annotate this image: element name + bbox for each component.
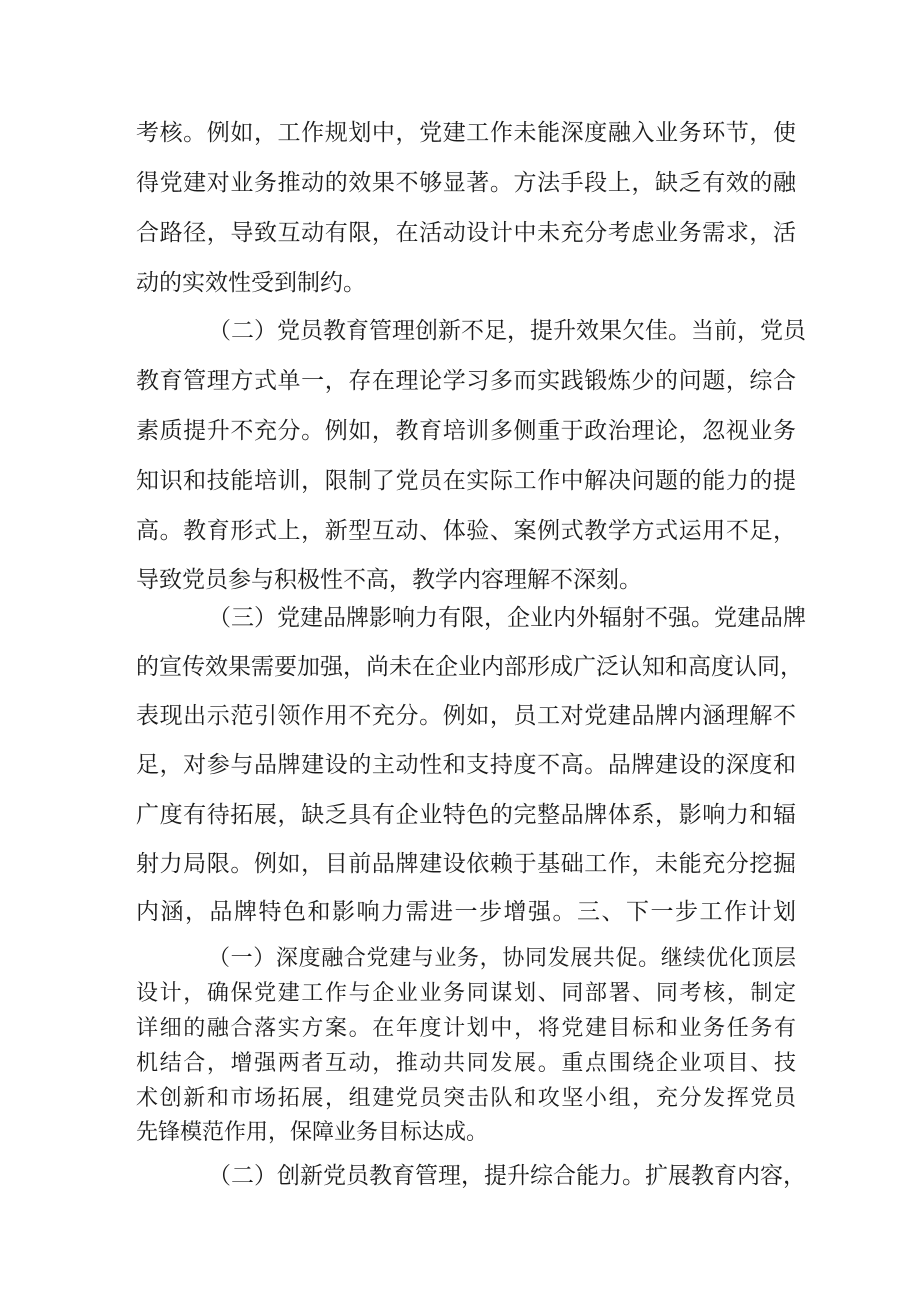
text-line: 射力局限。例如，目前品牌建设依赖于基础工作，未能充分挖掘: [136, 851, 796, 877]
text-line: 详细的融合落实方案。在年度计划中，将党建目标和业务任务有: [136, 1016, 796, 1041]
text-line: 表现出示范引领作用不充分。例如，员工对党建品牌内涵理解不: [136, 703, 796, 729]
text-line: 广度有待拓展，缺乏具有企业特色的完整品牌体系，影响力和辐: [136, 802, 796, 828]
text-line: 先锋模范作用，保障业务目标达成。: [136, 1120, 489, 1145]
text-line: 考核。例如，工作规划中，党建工作未能深度融入业务环节，使: [136, 120, 796, 146]
text-line: （一）深度融合党建与业务，协同发展共促。继续优化顶层: [208, 946, 796, 971]
text-line: 教育管理方式单一，存在理论学习多而实践锻炼少的问题，综合: [136, 368, 796, 394]
text-line: 动的实效性受到制约。: [136, 270, 366, 296]
text-line: （二）党员教育管理创新不足，提升效果欠佳。当前，党员: [208, 318, 806, 344]
text-line: （三）党建品牌影响力有限，企业内外辐射不强。党建品牌: [208, 605, 806, 631]
text-line: 术创新和市场拓展，组建党员突击队和攻坚小组，充分发挥党员: [136, 1086, 796, 1111]
text-line: （二）创新党员教育管理，提升综合能力。扩展教育内容，: [208, 1163, 806, 1189]
text-line: 得党建对业务推动的效果不够显著。方法手段上，缺乏有效的融: [136, 170, 796, 196]
text-line: 的宣传效果需要加强，尚未在企业内部形成广泛认知和高度认同，: [136, 654, 803, 680]
text-line: 机结合，增强两者互动，推动共同发展。重点围绕企业项目、技: [136, 1051, 796, 1076]
text-line: 足，对参与品牌建设的主动性和支持度不高。品牌建设的深度和: [136, 752, 796, 778]
text-line: 高。教育形式上，新型互动、体验、案例式教学方式运用不足，: [136, 518, 796, 544]
text-line: 内涵，品牌特色和影响力需进一步增强。三、下一步工作计划: [136, 899, 796, 925]
text-line: 导致党员参与积极性不高，教学内容理解不深刻。: [136, 567, 642, 593]
text-line: 素质提升不充分。例如，教育培训多侧重于政治理论，忽视业务: [136, 418, 796, 444]
text-line: 设计，确保党建工作与企业业务同谋划、同部署、同考核，制定: [136, 981, 796, 1006]
text-line: 合路径，导致互动有限，在活动设计中未充分考虑业务需求，活: [136, 220, 796, 246]
text-line: 知识和技能培训，限制了党员在实际工作中解决问题的能力的提: [136, 468, 796, 494]
